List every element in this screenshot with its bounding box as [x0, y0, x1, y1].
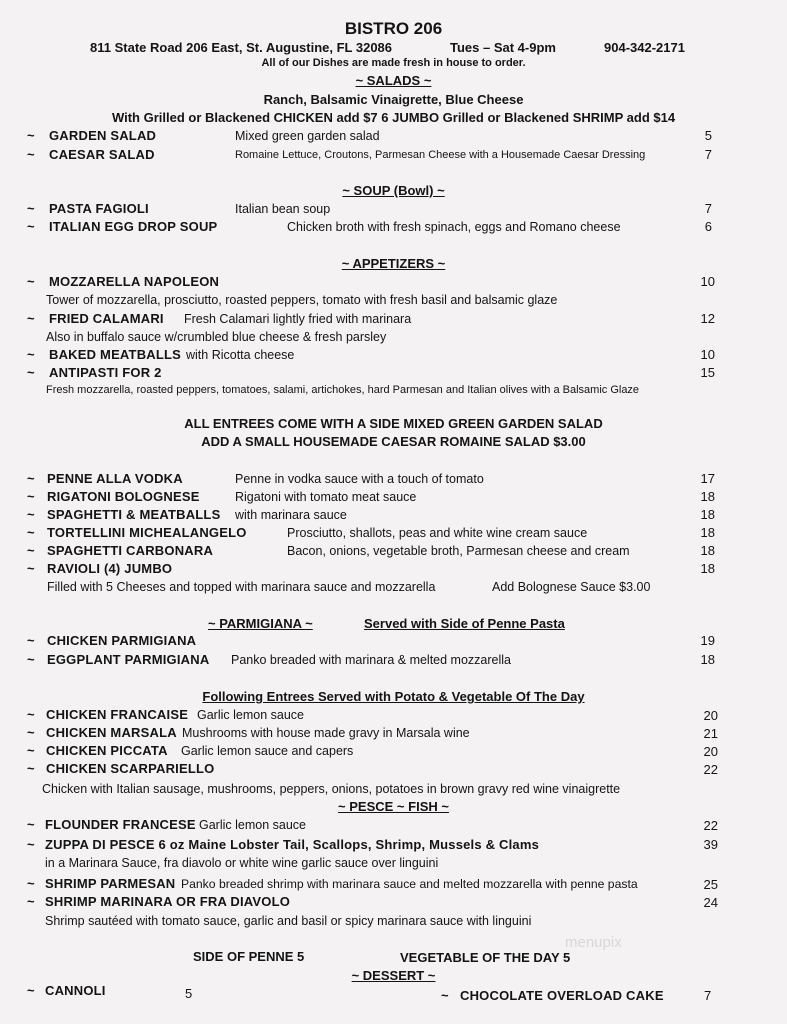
- menu-item-desc: Panko breaded shrimp with marinara sauce and melted mozzarella with penne pasta: [181, 877, 638, 891]
- menu-item-name: SPAGHETTI & MEATBALLS: [47, 507, 221, 522]
- section-subtitle-parmigiana: Served with Side of Penne Pasta: [364, 616, 565, 631]
- menu-item-desc: Mixed green garden salad: [235, 129, 380, 143]
- menu-item-name: CHICKEN PARMIGIANA: [47, 633, 197, 648]
- menu-item-name: SHRIMP PARMESAN: [45, 876, 176, 891]
- entrees-note-line2: ADD A SMALL HOUSEMADE CAESAR ROMAINE SALAD $3.00: [201, 434, 586, 449]
- menu-item-name: TORTELLINI MICHEALANGELO: [47, 525, 247, 540]
- menu-item-price: 18: [700, 507, 715, 522]
- menu-item-desc: Mushrooms with house made gravy in Marsala wine: [182, 726, 470, 740]
- item-marker: ~: [27, 274, 35, 289]
- menu-item-price: 18: [700, 561, 715, 576]
- item-marker: ~: [27, 471, 35, 486]
- menu-item-name: FRIED CALAMARI: [49, 311, 164, 326]
- menu-item-desc: Garlic lemon sauce and capers: [181, 744, 354, 758]
- menu-item-name: PASTA FAGIOLI: [49, 201, 149, 216]
- item-marker: ~: [27, 147, 35, 162]
- menu-item-name: GARDEN SALAD: [49, 128, 157, 143]
- hours: Tues – Sat 4-9pm: [450, 40, 556, 55]
- menu-item-desc: Romaine Lettuce, Croutons, Parmesan Cheese with a Housemade Caesar Dressing: [235, 149, 646, 161]
- menu-item-price: 22: [703, 818, 718, 833]
- menu-item-sub: Shrimp sautéed with tomato sauce, garlic and basil or spicy marinara sauce with linguini: [45, 914, 532, 928]
- item-marker: ~: [27, 365, 35, 380]
- item-marker: ~: [27, 507, 35, 522]
- menu-item-name: CHICKEN SCARPARIELLO: [46, 761, 215, 776]
- menu-item-price: 7: [704, 201, 712, 216]
- item-marker: ~: [27, 876, 35, 891]
- item-marker: ~: [27, 707, 35, 722]
- menu-item-name: BAKED MEATBALLS: [49, 347, 182, 362]
- menu-item-name: CHOCOLATE OVERLOAD CAKE: [460, 988, 664, 1003]
- menu-item-name: ZUPPA DI PESCE 6 oz Maine Lobster Tail, Scallops, Shrimp, Mussels & Clams: [45, 837, 540, 852]
- menu-item-addon: Add Bolognese Sauce $3.00: [492, 580, 651, 594]
- watermark: menupix: [565, 934, 622, 951]
- side-penne: SIDE OF PENNE 5: [193, 949, 305, 964]
- menu-item-sub: Chicken with Italian sausage, mushrooms, peppers, onions, potatoes in brown gravy red wine vinaigrette: [42, 782, 621, 796]
- menu-item-name: SPAGHETTI CARBONARA: [47, 543, 214, 558]
- item-marker: ~: [27, 525, 35, 540]
- item-marker: ~: [27, 311, 35, 326]
- salad-addons: With Grilled or Blackened CHICKEN add $7 6 JUMBO Grilled or Blackened SHRIMP add $14: [111, 110, 676, 125]
- menu-item-name: CHICKEN PICCATA: [46, 743, 168, 758]
- menu-item-desc: Prosciutto, shallots, peas and white wine cream sauce: [287, 526, 588, 540]
- menu-item-price: 25: [703, 877, 718, 892]
- menu-item-price: 12: [700, 311, 715, 326]
- menu-item-price: 20: [703, 708, 718, 723]
- menu-item-price: 24: [703, 895, 718, 910]
- menu-item-desc: Panko breaded with marinara & melted mozzarella: [231, 653, 511, 667]
- menu-item-price: 15: [700, 365, 715, 380]
- section-title-potato-entrees: Following Entrees Served with Potato & Vegetable Of The Day: [202, 689, 585, 704]
- menu-item-name: SHRIMP MARINARA OR FRA DIAVOLO: [45, 894, 291, 909]
- section-title-fish: ~ PESCE ~ FISH ~: [338, 799, 449, 814]
- item-marker: ~: [27, 983, 35, 998]
- menu-item-name: EGGPLANT PARMIGIANA: [47, 652, 210, 667]
- menu-item-desc: with Ricotta cheese: [186, 348, 295, 362]
- menu-item-desc: Bacon, onions, vegetable broth, Parmesan cheese and cream: [287, 544, 630, 558]
- menu-item-sub: Also in buffalo sauce w/crumbled blue cheese & fresh parsley: [46, 330, 387, 344]
- menu-item-price: 18: [700, 543, 715, 558]
- menu-item-desc: Italian bean soup: [235, 202, 331, 216]
- restaurant-name: BISTRO 206: [344, 19, 443, 38]
- menu-item-sub: Tower of mozzarella, prosciutto, roasted peppers, tomato with fresh basil and balsamic glaze: [46, 293, 558, 307]
- menu-item-desc: Chicken broth with fresh spinach, eggs and Romano cheese: [287, 220, 621, 234]
- menu-item-desc: with marinara sauce: [235, 508, 347, 522]
- item-marker: ~: [27, 633, 35, 648]
- phone: 904-342-2171: [604, 40, 685, 55]
- section-title-salads: ~ SALADS ~: [355, 73, 432, 88]
- menu-item-desc: Penne in vodka sauce with a touch of tomato: [235, 472, 484, 486]
- item-marker: ~: [27, 347, 35, 362]
- menu-item-name: RIGATONI BOLOGNESE: [47, 489, 200, 504]
- menu-item-price: 18: [700, 652, 715, 667]
- menu-item-sub: in a Marinara Sauce, fra diavolo or white wine garlic sauce over linguini: [45, 856, 439, 870]
- item-marker: ~: [27, 817, 35, 832]
- menu-item-sub: Filled with 5 Cheeses and topped with marinara sauce and mozzarella: [47, 580, 436, 594]
- menu-item-desc: Rigatoni with tomato meat sauce: [235, 490, 417, 504]
- menu-item-price: 19: [700, 633, 715, 648]
- item-marker: ~: [27, 543, 35, 558]
- menu-item-price: 17: [700, 471, 715, 486]
- menu-item-price: 22: [703, 762, 718, 777]
- section-title-dessert: ~ DESSERT ~: [351, 968, 436, 983]
- item-marker: ~: [27, 725, 35, 740]
- item-marker: ~: [27, 761, 35, 776]
- menu-item-price: 18: [700, 489, 715, 504]
- menu-item-price: 7: [704, 147, 712, 162]
- menu-item-price: 10: [700, 274, 715, 289]
- menu-item-price: 6: [704, 219, 712, 234]
- item-marker: ~: [27, 837, 35, 852]
- salad-dressings: Ranch, Balsamic Vinaigrette, Blue Cheese: [263, 92, 524, 107]
- entrees-note-line1: ALL ENTREES COME WITH A SIDE MIXED GREEN GARDEN SALAD: [184, 416, 603, 431]
- section-title-appetizers: ~ APPETIZERS ~: [341, 256, 446, 271]
- address: 811 State Road 206 East, St. Augustine, FL 32086: [90, 40, 393, 55]
- header-note: All of our Dishes are made fresh in house to order.: [261, 57, 526, 69]
- menu-item-name: CAESAR SALAD: [49, 147, 155, 162]
- menu-item-desc: Garlic lemon sauce: [197, 708, 304, 722]
- menu-item-desc: Garlic lemon sauce: [199, 818, 306, 832]
- item-marker: ~: [27, 489, 35, 504]
- menu-item-name: RAVIOLI (4) JUMBO: [47, 561, 173, 576]
- item-marker: ~: [27, 201, 35, 216]
- item-marker: ~: [27, 561, 35, 576]
- menu-item-name: MOZZARELLA NAPOLEON: [49, 274, 220, 289]
- menu-item-desc: Fresh Calamari lightly fried with marinara: [184, 312, 412, 326]
- menu-item-name: ITALIAN EGG DROP SOUP: [49, 219, 218, 234]
- item-marker: ~: [27, 128, 35, 143]
- item-marker: ~: [27, 219, 35, 234]
- item-marker: ~: [27, 743, 35, 758]
- menu-item-price: 7: [704, 988, 712, 1003]
- menu-item-price: 21: [703, 726, 718, 741]
- menu-item-price: 18: [700, 525, 715, 540]
- side-vegetable: VEGETABLE OF THE DAY 5: [400, 950, 571, 965]
- menu-item-name: CHICKEN MARSALA: [46, 725, 177, 740]
- menu-item-price: 5: [704, 128, 712, 143]
- menu-item-name: ANTIPASTI FOR 2: [49, 365, 162, 380]
- item-marker: ~: [441, 988, 449, 1003]
- item-marker: ~: [27, 894, 35, 909]
- menu-item-price: 5: [185, 986, 193, 1001]
- menu-item-sub: Fresh mozzarella, roasted peppers, tomatoes, salami, artichokes, hard Parmesan and Italian olives with a Balsamic Glaze: [46, 384, 640, 396]
- menu-item-name: CHICKEN FRANCAISE: [46, 707, 189, 722]
- menu-item-name: FLOUNDER FRANCESE: [45, 817, 196, 832]
- menu-item-name: PENNE ALLA VODKA: [47, 471, 183, 486]
- menu-item-name: CANNOLI: [45, 983, 106, 998]
- menu-item-price: 10: [700, 347, 715, 362]
- section-title-parmigiana: ~ PARMIGIANA ~: [208, 616, 313, 631]
- item-marker: ~: [27, 652, 35, 667]
- menu-item-price: 39: [703, 837, 718, 852]
- menu-item-price: 20: [703, 744, 718, 759]
- section-title-soup: ~ SOUP (Bowl) ~: [342, 183, 445, 198]
